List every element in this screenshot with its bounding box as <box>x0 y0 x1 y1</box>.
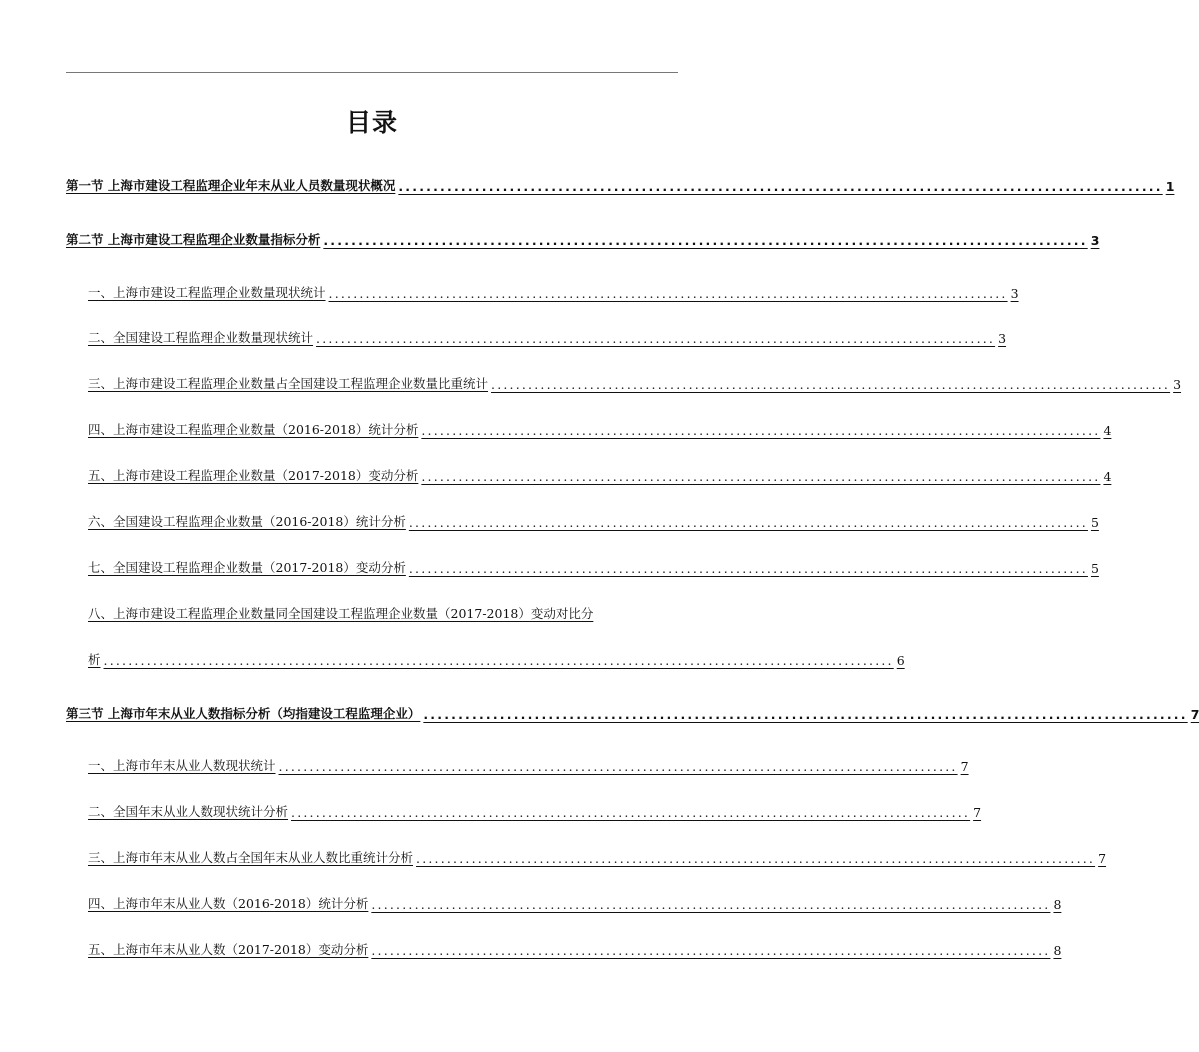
toc-entry-text: 六、全国建设工程监理企业数量（2016-2018）统计分析 <box>88 514 406 529</box>
toc-entry-text: 二、全国建设工程监理企业数量现状统计 <box>88 330 314 345</box>
page-title: 目录 <box>345 108 398 137</box>
toc-page-number: 8 <box>1053 897 1062 912</box>
dot-leader: .............................................................................................................. <box>398 179 1163 194</box>
toc-entry-text-continued: 析 <box>88 652 101 667</box>
dot-leader: .............................................................................................................. <box>278 759 958 774</box>
toc-page-number: 5 <box>1090 561 1099 576</box>
dot-leader: .............................................................................................................. <box>491 377 1171 392</box>
toc-entry-text: 三、上海市年末从业人数占全国年末从业人数比重统计分析 <box>88 850 414 865</box>
toc-entry-text: 四、上海市年末从业人数（2016-2018）统计分析 <box>88 896 369 911</box>
dot-leader: .............................................................................................................. <box>316 331 996 346</box>
toc-page-number: 3 <box>1173 377 1182 392</box>
toc-page-number: 8 <box>1053 943 1062 958</box>
toc-page-number: 3 <box>998 331 1007 346</box>
toc-entry-2-8-continued[interactable] <box>88 646 905 668</box>
toc-page-number: 3 <box>1090 233 1100 248</box>
toc-entry-3-2[interactable] <box>88 798 982 820</box>
toc-entry-3-4[interactable] <box>88 890 1062 912</box>
toc-page-number: 7 <box>973 805 982 820</box>
dot-leader: .............................................................................................................. <box>421 423 1101 438</box>
toc-entry-section-1[interactable] <box>66 172 1175 194</box>
toc-entry-text: 五、上海市年末从业人数（2017-2018）变动分析 <box>88 942 369 957</box>
toc-page-number: 4 <box>1103 423 1112 438</box>
dot-leader: .............................................................................................................. <box>323 233 1088 248</box>
table-of-contents <box>66 0 1199 1052</box>
dot-leader: .............................................................................................................. <box>423 707 1188 722</box>
toc-entry-3-3[interactable] <box>88 844 1107 866</box>
dot-leader: .............................................................................................................. <box>371 897 1051 912</box>
toc-entry-text: 五、上海市建设工程监理企业数量（2017-2018）变动分析 <box>88 468 419 483</box>
toc-entry-text: 第二节 上海市建设工程监理企业数量指标分析 <box>66 232 321 247</box>
toc-entry-text: 第一节 上海市建设工程监理企业年末从业人员数量现状概况 <box>66 178 396 193</box>
toc-page-number: 4 <box>1103 469 1112 484</box>
toc-page-number: 1 <box>1165 179 1175 194</box>
toc-entry-2-4[interactable] <box>88 416 1112 438</box>
toc-entry-text: 四、上海市建设工程监理企业数量（2016-2018）统计分析 <box>88 422 419 437</box>
toc-entry-2-8[interactable] <box>88 600 678 622</box>
dot-leader: .............................................................................................................. <box>408 561 1088 576</box>
toc-entry-2-2[interactable] <box>88 324 1007 346</box>
toc-entry-2-5[interactable] <box>88 462 1112 484</box>
toc-entry-text: 三、上海市建设工程监理企业数量占全国建设工程监理企业数量比重统计 <box>88 376 489 391</box>
toc-page-number: 7 <box>1190 707 1199 722</box>
toc-page-number: 7 <box>1098 851 1107 866</box>
toc-page-number: 6 <box>896 653 905 668</box>
toc-entry-section-2[interactable] <box>66 226 1100 248</box>
toc-entry-2-6[interactable] <box>88 508 1099 530</box>
dot-leader: .............................................................................................................. <box>328 286 1008 301</box>
toc-entry-2-1[interactable] <box>88 279 1019 301</box>
dot-leader: .............................................................................................................. <box>416 851 1096 866</box>
toc-entry-text: 第三节 上海市年末从业人数指标分析（均指建设工程监理企业） <box>66 706 421 721</box>
toc-entry-text: 七、全国建设工程监理企业数量（2017-2018）变动分析 <box>88 560 406 575</box>
toc-page-number: 3 <box>1010 286 1019 301</box>
dot-leader: ................................................................................................................................ <box>103 653 894 668</box>
toc-entry-3-1[interactable] <box>88 752 969 774</box>
toc-entry-3-5[interactable] <box>88 936 1062 958</box>
toc-entry-text: 二、全国年末从业人数现状统计分析 <box>88 804 289 819</box>
toc-entry-text: 一、上海市建设工程监理企业数量现状统计 <box>88 285 326 300</box>
toc-page-number: 7 <box>960 759 969 774</box>
toc-entry-text: 一、上海市年末从业人数现状统计 <box>88 758 276 773</box>
toc-entry-text: 八、上海市建设工程监理企业数量同全国建设工程监理企业数量（2017-2018）变动对比分 <box>88 606 594 621</box>
toc-entry-2-3[interactable] <box>88 370 1182 392</box>
toc-entry-2-7[interactable] <box>88 554 1099 576</box>
dot-leader: .............................................................................................................. <box>371 943 1051 958</box>
toc-entry-section-3[interactable] <box>66 700 1199 722</box>
dot-leader: .............................................................................................................. <box>291 805 971 820</box>
dot-leader: .............................................................................................................. <box>421 469 1101 484</box>
toc-page-number: 5 <box>1090 515 1099 530</box>
dot-leader: .............................................................................................................. <box>408 515 1088 530</box>
